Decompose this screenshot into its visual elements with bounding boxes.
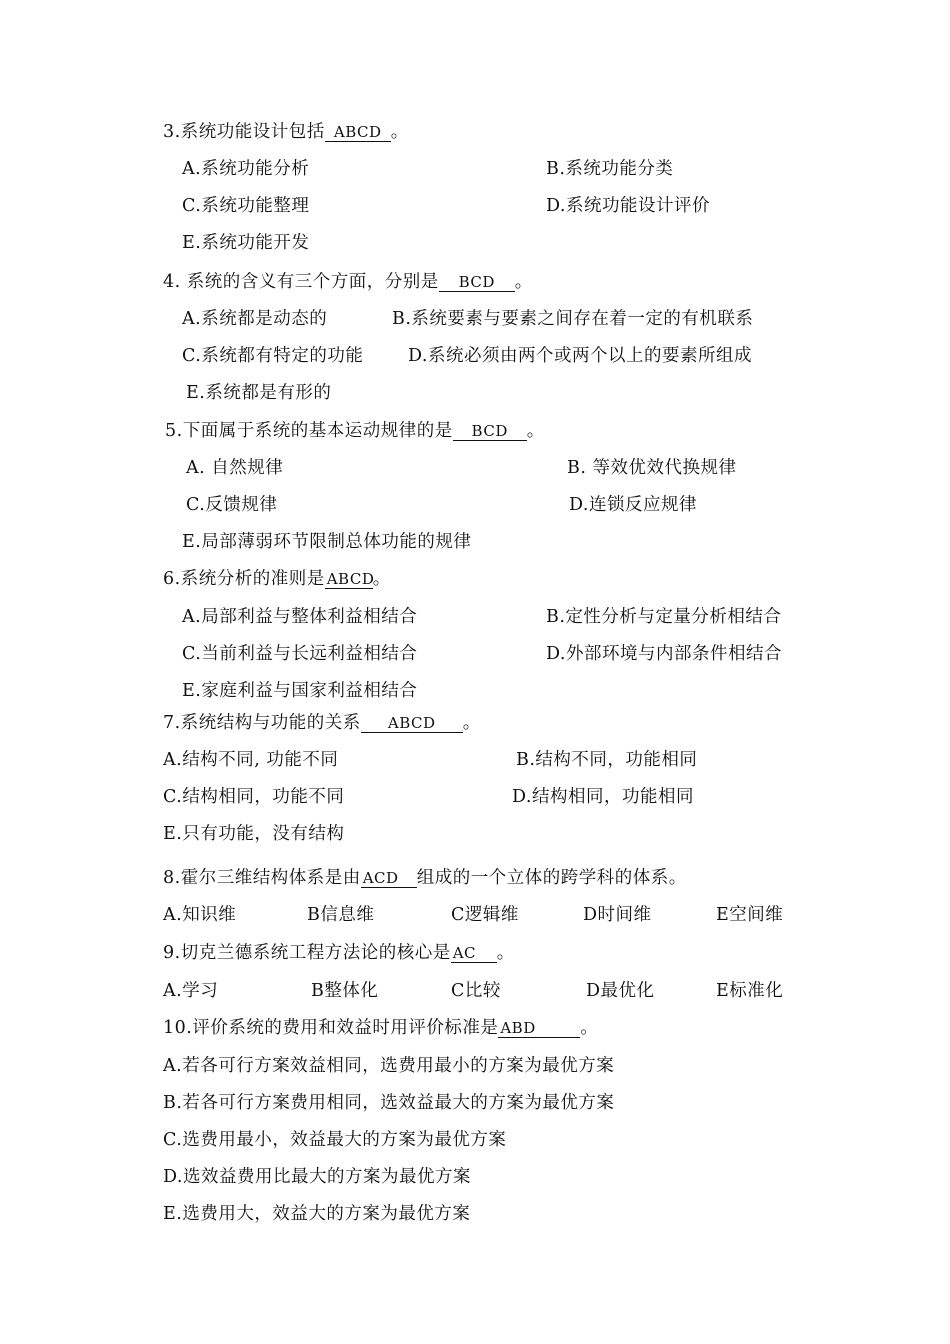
question-3-option-a: A.系统功能分析 xyxy=(182,159,310,179)
question-8-text: 8.霍尔三维结构体系是由 xyxy=(163,868,361,888)
question-9-option-b: B整体化 xyxy=(311,981,379,1001)
question-6-answer: ABCD xyxy=(326,570,375,588)
question-6-option-e: E.家庭利益与国家利益相结合 xyxy=(182,681,418,701)
question-8-answer: ACD xyxy=(361,869,417,888)
question-10-text: 10.评价系统的费用和效益时用评价标准是 xyxy=(163,1018,499,1038)
question-3-option-c: C.系统功能整理 xyxy=(182,196,310,216)
question-8-option-a: A.知识维 xyxy=(163,905,237,925)
question-9-text: 9.切克兰德系统工程方法论的核心是 xyxy=(163,943,451,963)
question-6-text: 6.系统分析的准则是 xyxy=(163,569,325,589)
question-7-option-b: B.结构不同，功能相同 xyxy=(516,750,698,770)
question-3-answer: ABCD xyxy=(325,123,391,142)
question-4-option-e: E.系统都是有形的 xyxy=(186,383,332,403)
question-10-answer: ABD xyxy=(498,1019,580,1038)
question-7-answer: ABCD xyxy=(361,714,463,733)
question-5-option-d: D.连锁反应规律 xyxy=(569,495,697,515)
question-5-option-e: E.局部薄弱环节限制总体功能的规律 xyxy=(182,532,472,552)
question-6-option-d: D.外部环境与内部条件相结合 xyxy=(546,644,782,664)
question-4-option-b: B.系统要素与要素之间存在着一定的有机联系 xyxy=(392,309,754,329)
question-10-option-b: B.若各可行方案费用相同，选效益最大的方案为最优方案 xyxy=(163,1093,615,1113)
question-4-option-d: D.系统必须由两个或两个以上的要素所组成 xyxy=(408,346,752,366)
question-5-option-c: C.反馈规律 xyxy=(186,495,278,515)
question-7-option-a: A.结构不同, 功能不同 xyxy=(163,750,339,770)
question-3-option-e: E.系统功能开发 xyxy=(182,233,310,253)
question-3-option-d: D.系统功能设计评价 xyxy=(546,196,710,216)
question-9-option-d: D最优化 xyxy=(586,981,655,1001)
question-8-option-d: D时间维 xyxy=(583,905,652,925)
question-4-option-a: A.系统都是动态的 xyxy=(182,309,328,329)
question-7-stem: 7.系统结构与功能的关系 ABCD 。 xyxy=(163,713,481,733)
question-6-option-c: C.当前利益与长远利益相结合 xyxy=(182,644,418,664)
question-6-stem: 6.系统分析的准则是 ABCD。 xyxy=(163,569,391,589)
question-8-option-e: E空间维 xyxy=(716,905,784,925)
question-5-option-b: B. 等效优效代换规律 xyxy=(567,458,737,478)
question-4-option-c: C.系统都有特定的功能 xyxy=(182,346,364,366)
question-7-option-d: D.结构相同，功能相同 xyxy=(512,787,694,807)
question-6-option-b: B.定性分析与定量分析相结合 xyxy=(546,607,782,627)
question-5-option-a: A. 自然规律 xyxy=(186,458,284,478)
question-3-text: 3.系统功能设计包括 xyxy=(163,122,325,142)
question-10-option-e: E.选费用大，效益大的方案为最优方案 xyxy=(163,1204,471,1224)
question-9-stem: 9.切克兰德系统工程方法论的核心是 AC 。 xyxy=(163,943,515,963)
question-5-stem: 5.下面属于系统的基本运动规律的是 BCD 。 xyxy=(165,421,545,441)
question-6-option-a: A.局部利益与整体利益相结合 xyxy=(182,607,418,627)
question-9-option-a: A.学习 xyxy=(163,981,219,1001)
question-10-option-d: D.选效益费用比最大的方案为最优方案 xyxy=(163,1167,471,1187)
question-10-stem: 10.评价系统的费用和效益时用评价标准是 ABD 。 xyxy=(163,1018,599,1038)
question-7-text: 7.系统结构与功能的关系 xyxy=(163,713,361,733)
question-10-option-a: A.若各可行方案效益相同，选费用最小的方案为最优方案 xyxy=(163,1056,615,1076)
question-8-stem: 8.霍尔三维结构体系是由 ACD 组成的一个立体的跨学科的体系。 xyxy=(163,868,687,888)
question-7-option-e: E.只有功能，没有结构 xyxy=(163,824,345,844)
question-4-stem: 4. 系统的含义有三个方面，分别是 BCD 。 xyxy=(163,272,533,292)
question-7-option-c: C.结构相同，功能不同 xyxy=(163,787,345,807)
question-8-option-c: C逻辑维 xyxy=(451,905,519,925)
question-8-option-b: B信息维 xyxy=(307,905,375,925)
question-5-text: 5.下面属于系统的基本运动规律的是 xyxy=(165,421,453,441)
question-9-option-e: E标准化 xyxy=(716,981,784,1001)
question-4-text: 4. 系统的含义有三个方面，分别是 xyxy=(163,272,439,292)
question-5-answer: BCD xyxy=(453,422,527,441)
question-10-option-c: C.选费用最小，效益最大的方案为最优方案 xyxy=(163,1130,507,1150)
question-3-option-b: B.系统功能分类 xyxy=(546,159,674,179)
question-9-answer: AC xyxy=(451,944,497,963)
question-9-option-c: C比较 xyxy=(451,981,501,1001)
question-4-answer: BCD xyxy=(439,273,515,292)
question-3-stem: 3.系统功能设计包括 ABCD 。 xyxy=(163,122,409,142)
